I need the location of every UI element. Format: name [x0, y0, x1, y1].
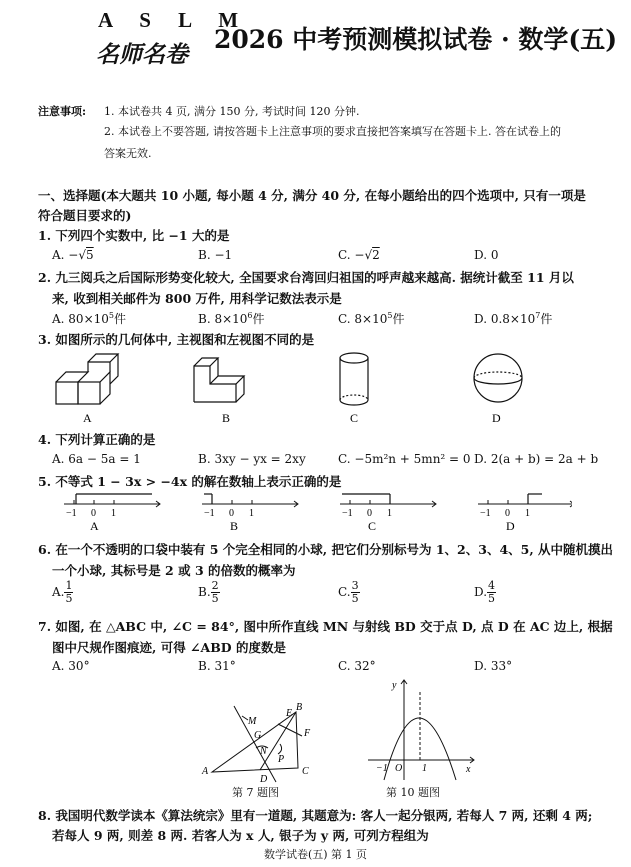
q5-stem: 5. 不等式 1 − 3x > −4x 的解在数轴上表示正确的是	[38, 474, 342, 489]
q3-solids-figure	[50, 352, 630, 430]
fig7-point-n: N	[260, 746, 267, 757]
q7-option-d: D. 33°	[474, 659, 513, 673]
q6-option-a: A. $\frac{1}{5}$	[52, 579, 73, 605]
section-heading-line-1: 一、选择题(本大题共 10 小题, 每小题 4 分, 满分 40 分, 在每小题给出的四个选项中, 只有一项是	[38, 188, 586, 203]
q4-option-c: C. −5m²n + 5mn² = 0	[338, 452, 471, 466]
q7-option-b: B. 31°	[198, 659, 236, 673]
q5-c-tick-0: 0	[367, 508, 372, 519]
section-heading-line-2: 符合题目要求的)	[38, 208, 132, 223]
q1-stem: 1. 下列四个实数中, 比 −1 大的是	[38, 228, 230, 243]
fig7-point-b: B	[296, 702, 303, 713]
q3-label-d: D	[492, 411, 501, 425]
q2-line-2: 来, 收到相关邮件为 800 万件, 用科学记数法表示是	[52, 291, 342, 306]
q1-option-c: C. −√2	[338, 248, 380, 262]
q7-option-c: C. 32°	[338, 659, 376, 673]
fig10-axis-x: x	[466, 764, 471, 775]
fig7-point-e: E	[286, 708, 293, 719]
q7-line-1: 7. 如图, 在 △ABC 中, ∠C = 84°, 图中所作直线 MN 与射线 BD 交于点 D, 点 D 在 AC 边上, 根据	[38, 619, 613, 634]
q5-label-c: C	[368, 519, 377, 533]
fig7-point-g: G	[254, 730, 262, 741]
q5-b-tick-1: 1	[249, 508, 254, 519]
q6-option-c: C. $\frac{3}{5}$	[338, 579, 359, 605]
q6-line-1: 6. 在一个不透明的口袋中装有 5 个完全相同的小球, 把它们分别标号为 1、2、3、4、5, 从中随机摸出	[38, 542, 614, 557]
q4-option-d: D. 2(a + b) = 2a + b	[474, 452, 599, 466]
q3-stem: 3. 如图所示的几何体中, 主视图和左视图不同的是	[38, 332, 315, 347]
fig7-point-p: P	[278, 754, 285, 765]
solid-a	[56, 354, 118, 404]
figure-7-caption: 第 7 题图	[232, 786, 279, 799]
q5-label-b: B	[230, 519, 239, 533]
q5-d-tick-0: 0	[505, 508, 510, 519]
q1-option-d: D. 0	[474, 248, 499, 262]
q1-option-b: B. −1	[198, 248, 233, 262]
q7-option-a: A. 30°	[52, 659, 90, 673]
q6-line-2: 一个小球, 其标号是 2 或 3 的倍数的概率为	[52, 563, 296, 578]
q3-label-b: B	[222, 411, 231, 425]
q8-line-2: 若每人 9 两, 则差 8 两. 若客人为 x 人, 银子为 y 两, 可列方程组为	[52, 828, 429, 843]
q4-option-b: B. 3xy − yx = 2xy	[198, 452, 306, 466]
q5-a-tick-0: 0	[91, 508, 96, 519]
q2-option-b: B. $8\times 10^6$件	[198, 311, 265, 326]
fig10-tick-m1: −1	[376, 763, 388, 774]
q5-label-d: D	[506, 519, 515, 533]
q2-line-1: 2. 九三阅兵之后国际形势变化较大, 全国要求台湾回归祖国的呼声越来越高. 据统计截至 11 月以	[38, 270, 574, 285]
fig7-point-d: D	[260, 774, 268, 785]
fig7-point-a: A	[202, 766, 209, 777]
q3-label-c: C	[350, 411, 359, 425]
q2-option-d: D. $0.8\times 10^7$件	[474, 311, 553, 326]
notice-line-2: 2. 本试卷上不要答题, 请按答题卡上注意事项的要求直接把答案填写在答题卡上. 答在试卷上的	[104, 125, 561, 138]
solid-b	[194, 358, 244, 402]
q5-number-lines	[52, 490, 572, 534]
notice-line-1: 1. 本试卷共 4 页, 满分 150 分, 考试时间 120 分钟.	[104, 105, 360, 118]
figure-10-caption: 第 10 题图	[386, 786, 440, 799]
q5-d-tick-1: 1	[525, 508, 530, 519]
logo-cn: 名师名卷	[96, 41, 188, 68]
q5-d-tick-m1: −1	[480, 508, 491, 519]
fig7-point-f: F	[304, 728, 311, 739]
q1-option-a: A. −√5	[52, 248, 94, 262]
q8-line-1: 8. 我国明代数学读本《算法统宗》里有一道题, 其题意为: 客人一起分银两, 若每人 7 两, 还剩 4 两;	[38, 808, 593, 823]
notice-line-3: 答案无效.	[104, 147, 152, 160]
fig7-point-c: C	[302, 766, 309, 777]
fig10-tick-1: 1	[422, 763, 427, 774]
q4-option-a: A. 6a − 5a = 1	[52, 452, 141, 466]
q3-label-a: A	[83, 411, 92, 425]
q5-b-tick-0: 0	[229, 508, 234, 519]
q5-a-tick-m1: −1	[66, 508, 77, 519]
q2-option-c: C. $8\times 10^5$件	[338, 311, 405, 326]
notice-label: 注意事项:	[38, 105, 87, 118]
logo-latin: A S L M	[98, 8, 250, 32]
q4-stem: 4. 下列计算正确的是	[38, 432, 156, 447]
q6-option-d: D. $\frac{4}{5}$	[474, 579, 496, 605]
fig10-origin: O	[395, 763, 403, 774]
solid-d	[474, 354, 522, 402]
q5-b-tick-m1: −1	[204, 508, 215, 519]
fig7-point-m: M	[248, 716, 257, 727]
solid-c	[340, 353, 368, 405]
fig10-axis-y: y	[392, 680, 397, 691]
q5-label-a: A	[90, 519, 99, 533]
q5-c-tick-m1: −1	[342, 508, 353, 519]
q5-c-tick-1: 1	[387, 508, 392, 519]
q6-option-b: B. $\frac{2}{5}$	[198, 579, 219, 605]
page-title: 2026 中考预测模拟试卷 · 数学(五)	[214, 25, 618, 54]
q7-line-2: 图中尺规作图痕迹, 可得 ∠ABD 的度数是	[52, 640, 286, 655]
figure-10	[362, 676, 482, 786]
q2-option-a: A. $80\times 10^5$件	[52, 311, 126, 326]
q5-a-tick-1: 1	[111, 508, 116, 519]
page-footer: 数学试卷(五) 第 1 页	[263, 848, 368, 861]
